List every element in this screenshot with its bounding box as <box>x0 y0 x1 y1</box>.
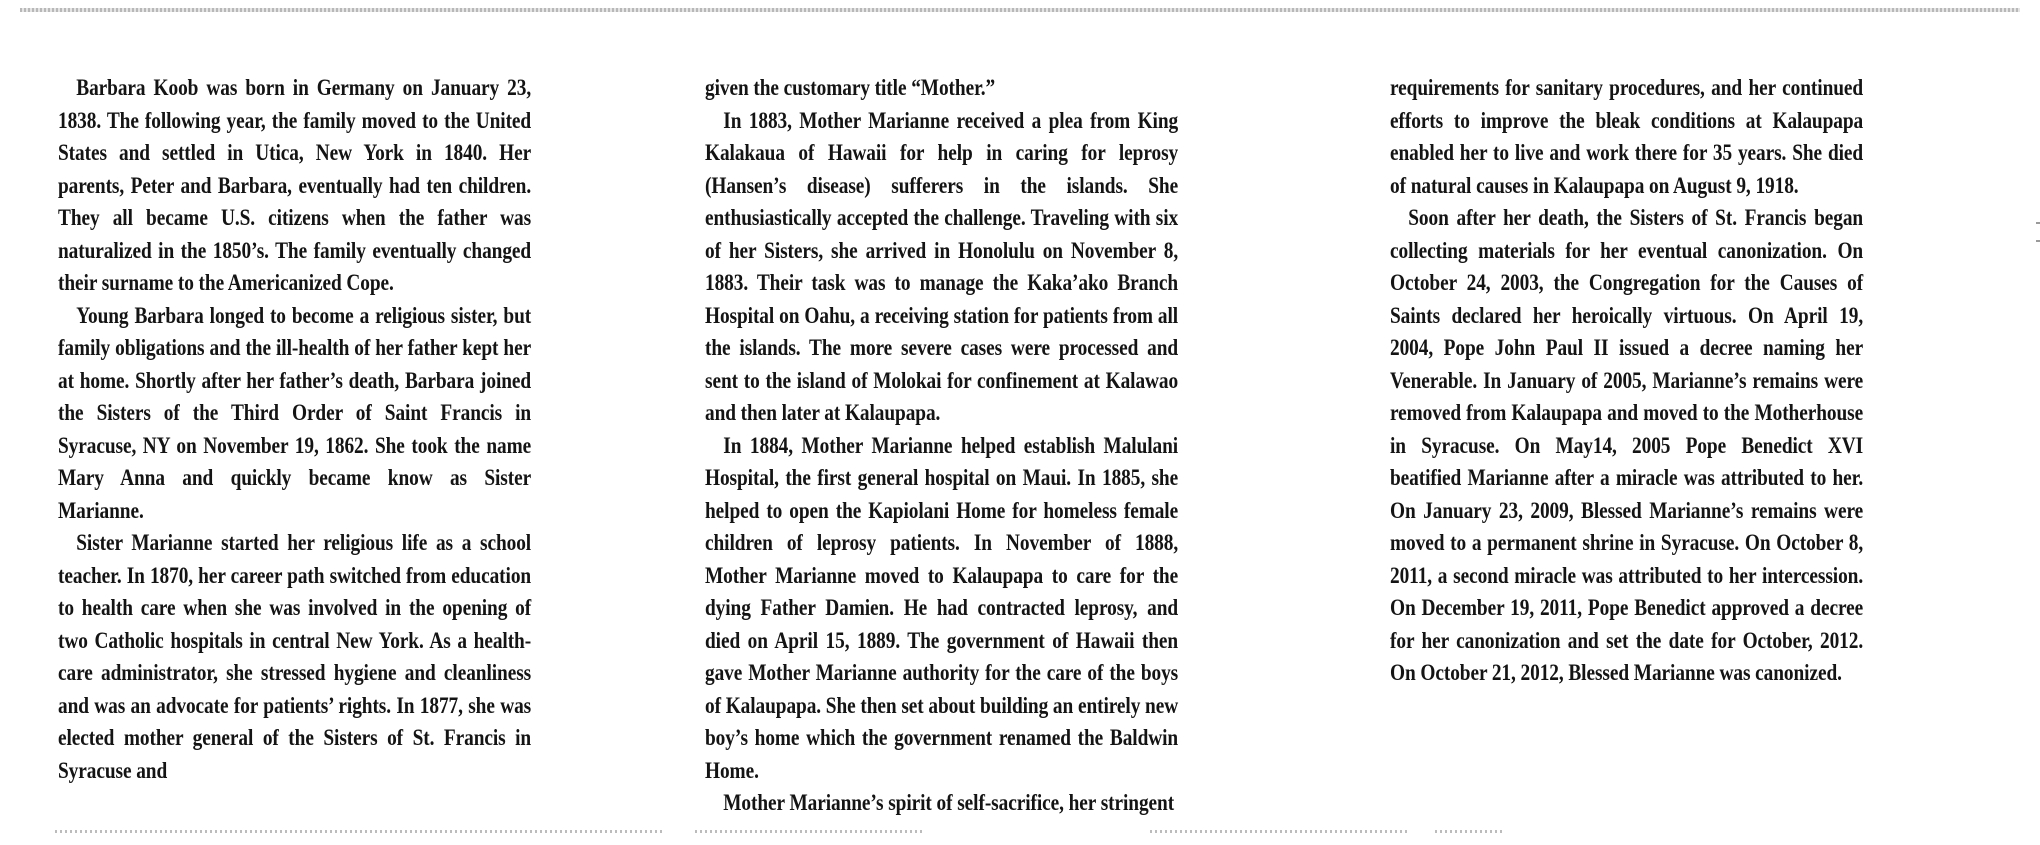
scan-edge-mark <box>2036 222 2040 224</box>
paragraph: Young Barbara longed to become a religious sister, but family obligations and the ill-health of her father kept her at home. Shortly after her father’s death, Barbara joined the Sisters of the Third Order of Saint Francis in Syracuse, NY on November 19, 1862. She took the name Mary Anna and quickly became know as Sister Marianne. <box>58 302 532 524</box>
paragraph: Soon after her death, the Sisters of St. Francis began collecting materials for her eventual canonization. On October 24, 2003, the Congregation for the Causes of Saints declared her heroically virtuous. On April 19, 2004, Pope John Paul II issued a decree naming her Venerable. In January of 2005, Marianne’s remains were removed from Kalaupapa and moved to the Motherhouse in Syracuse. On May14, 2005 Pope Benedict XVI beatified Marianne after a miracle was attributed to her. On January 23, 2009, Blessed Marianne’s remains were moved to a permanent shrine in Syracuse. On October 8, 2011, a second miracle was attributed to her intercession. On December 19, 2011, Pope Benedict approved a decree for her canonization and set the date for October, 2012. On October 21, 2012, Blessed Marianne was canonized. <box>1390 205 1864 686</box>
paragraph: Barbara Koob was born in Germany on January 23, 1838. The following year, the family moved to the United States and settled in Utica, New York in 1840. Her parents, Peter and Barbara, eventually had ten children. They all became U.S. citizens when the father was naturalized in the 1850’s. The family eventually changed their surname to the Americanized Cope. <box>58 75 532 296</box>
scan-edge-bottom <box>55 830 665 833</box>
paragraph: In 1883, Mother Marianne received a plea from King Kalakaua of Hawaii for help in caring for leprosy (Hansen’s disease) sufferers in the islands. She enthusiastically accepted the challenge. Traveling with six of her Sisters, she arrived in Honolulu on November 8, 1883. Their task was to manage the Kaka’ako Branch Hospital on Oahu, a receiving station for patients from all the islands. The more severe cases were processed and sent to the island of Molokai for confinement at Kalawao and then later at Kalaupapa. <box>705 107 1179 426</box>
paragraph: Mother Marianne’s spirit of self-sacrifice, her stringent <box>723 790 1175 816</box>
text-column-1 <box>58 72 531 787</box>
scan-edge-bottom <box>695 830 925 833</box>
text-column-3 <box>1390 72 1863 690</box>
scan-edge-bottom <box>1435 830 1505 833</box>
paragraph-continued: given the customary title “Mother.” <box>705 75 996 101</box>
scan-edge-mark <box>2036 240 2040 242</box>
paragraph: In 1884, Mother Marianne helped establish Malulani Hospital, the first general hospital on Maui. In 1885, she helped to open the Kapiolani Home for homeless female children of leprosy patients. In November of 1888, Mother Marianne moved to Kalaupapa to care for the dying Father Damien. He had contracted leprosy, and died on April 15, 1889. The government of Hawaii then gave Mother Marianne authority for the care of the boys of Kalaupapa. She then set about building an entirely new boy’s home which the government renamed the Baldwin Home. <box>705 432 1179 784</box>
scan-edge-top <box>20 8 2020 12</box>
text-column-2 <box>705 72 1178 820</box>
scan-edge-bottom <box>1150 830 1410 833</box>
paragraph-continued: requirements for sanitary procedures, and her continued efforts to improve the bleak conditions at Kalaupapa enabled her to live and work there for 35 years. She died of natural causes in Kalaupapa on August 9, 1918. <box>1390 75 1864 199</box>
paragraph: Sister Marianne started her religious life as a school teacher. In 1870, her career path switched from education to health care when she was involved in the opening of two Catholic hospitals in central New York. As a health-care administrator, she stressed hygiene and cleanliness and was an advocate for patients’ rights. In 1877, she was elected mother general of the Sisters of St. Francis in Syracuse and <box>58 530 532 784</box>
